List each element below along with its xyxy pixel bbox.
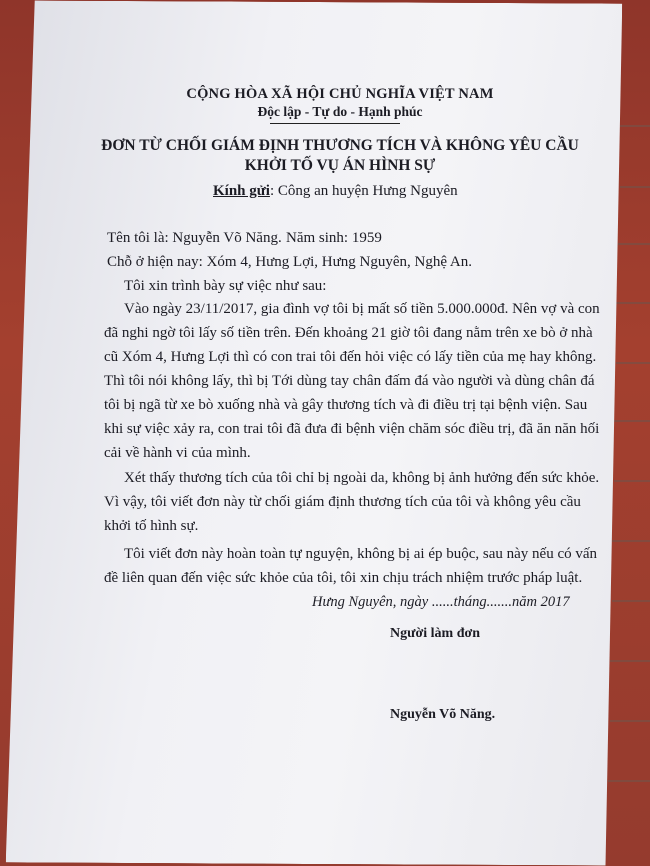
paragraph-1-line: cải về hành vi của mình.	[104, 445, 251, 461]
recipient-line	[213, 183, 458, 200]
recipient-separator: :	[269, 183, 275, 199]
body-intro: Tôi xin trình bày sự việc như sau:	[124, 278, 327, 294]
national-title: CỘNG HÒA XÃ HỘI CHỦ NGHĨA VIỆT NAM	[186, 86, 494, 102]
paragraph-1-line: khi sự việc xảy ra, con trai tôi đã đưa đi bệnh viện chăm sóc điều trị, đã ăn năn hối	[104, 421, 600, 437]
recipient-value: Công an huyện Hưng Nguyên	[274, 183, 458, 199]
paragraph-1-line: Vào ngày 23/11/2017, gia đình vợ tôi bị mất số tiền 5.000.000đ. Nên vợ và con	[124, 301, 600, 317]
paragraph-1-line: Thì tôi nói không lấy, thì bị Tới dùng tay chân đấm đá vào người và dùng chân đá	[104, 373, 595, 389]
national-motto: Độc lập - Tự do - Hạnh phúc	[257, 104, 423, 119]
signature-role: Người làm đơn	[390, 626, 481, 641]
paragraph-2-line: Vì vậy, tôi viết đơn này từ chối giám định thương tích của tôi và không yêu cầu	[104, 494, 581, 510]
paragraph-2-line: Xét thấy thương tích của tôi chỉ bị ngoài da, không bị ảnh hưởng đến sức khỏe.	[124, 470, 600, 486]
paragraph-3-line: Tôi viết đơn này hoàn toàn tự nguyện, không bị ai ép buộc, sau này nếu có vấn	[124, 546, 598, 562]
recipient-label: Kính gửi	[213, 183, 270, 199]
signature-date-line: Hưng Nguyên, ngày ......tháng.......năm 2017	[312, 594, 570, 610]
document-title-line-2: KHỞI TỐ VỤ ÁN HÌNH SỰ	[244, 157, 436, 174]
paragraph-1-line: đã nghi ngờ tôi lấy số tiền trên. Đến khoảng 21 giờ tôi đang nằm trên xe bò ở nhà	[104, 325, 593, 341]
paragraph-1-line: cũ Xóm 4, Hưng Lợi thì có con trai tôi đến hỏi việc có lấy tiền của mẹ hay không.	[104, 349, 597, 365]
paragraph-2-line: khởi tố hình sự.	[104, 518, 199, 534]
applicant-address: Chỗ ở hiện nay: Xóm 4, Hưng Lợi, Hưng Nguyên, Nghệ An.	[107, 254, 473, 270]
applicant-name: Tên tôi là: Nguyễn Võ Năng.	[107, 230, 282, 246]
applicant-birth-year: Năm sinh: 1959	[286, 230, 382, 246]
paragraph-1-line: tôi bị ngã từ xe bò xuống nhà và gây thương tích và đi điều trị tại bệnh viện. Sau	[104, 397, 588, 413]
motto-underline	[270, 123, 400, 124]
paragraph-3-line: đề liên quan đến việc sức khỏe của tôi, tôi xin chịu trách nhiệm trước pháp luật.	[104, 570, 583, 586]
document-title-line-1: ĐƠN TỪ CHỐI GIÁM ĐỊNH THƯƠNG TÍCH VÀ KHÔNG YÊU CẦU	[101, 137, 579, 154]
signature-name: Nguyễn Võ Năng.	[390, 707, 496, 722]
